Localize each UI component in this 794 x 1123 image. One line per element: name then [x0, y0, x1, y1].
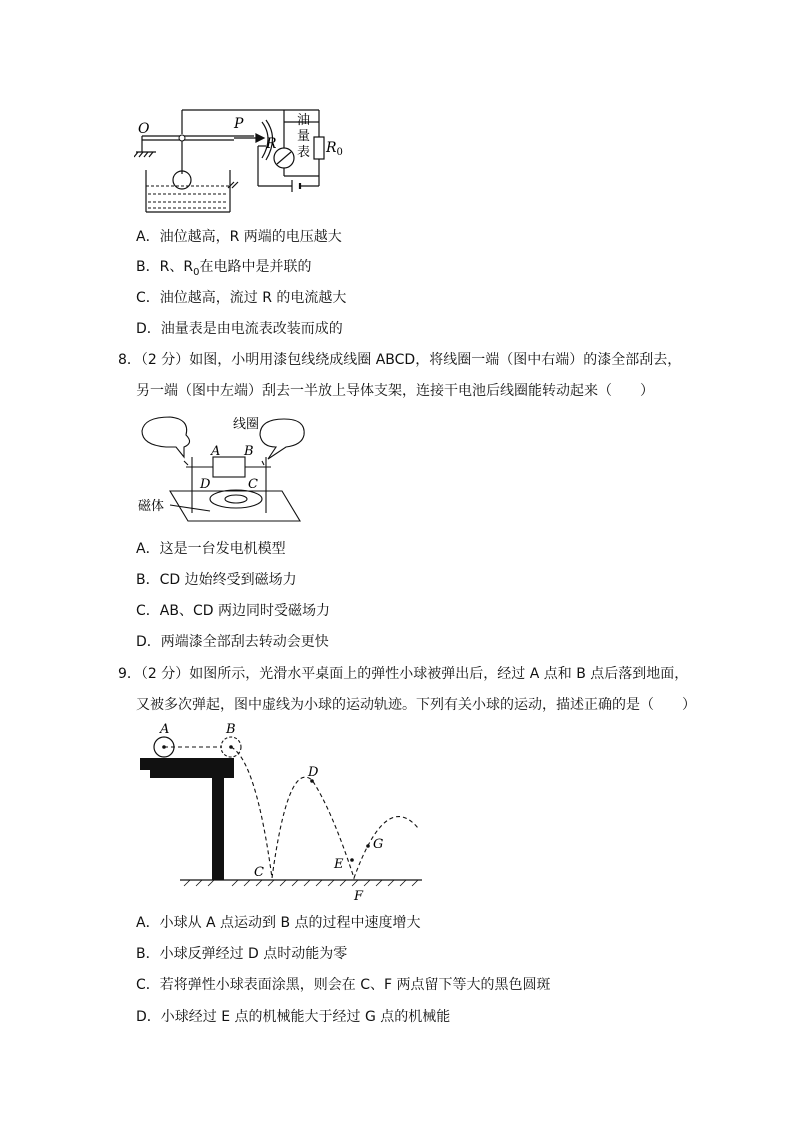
q8-left-bubble — [142, 417, 190, 457]
q8-option-b — [136, 571, 297, 589]
q9-label-E: E — [334, 857, 344, 872]
q8-label-A: A — [211, 444, 221, 459]
q8-option-a — [136, 540, 286, 558]
option-text: 小球从 A 点运动到 B 点的过程中速度增大 — [159, 915, 421, 931]
q9-option-a — [136, 914, 421, 932]
q9-label-F: F — [354, 889, 364, 904]
q7-option-d — [136, 320, 343, 338]
q9-option-d — [136, 1008, 450, 1026]
option-letter: C． — [136, 603, 160, 619]
q9-option-c — [136, 976, 551, 994]
option-letter: A． — [136, 915, 160, 931]
q7-circuit-lines — [134, 110, 324, 212]
q9-option-b — [136, 945, 347, 963]
option-letter: D． — [136, 1009, 161, 1025]
option-letter: B． — [136, 946, 160, 962]
q8-coil — [213, 457, 245, 477]
q8-right-bubble — [260, 419, 304, 459]
q7-meter-char-2: 量 — [297, 129, 311, 144]
q8-option-c — [136, 602, 330, 620]
q7-oil-gauge-figure — [134, 102, 354, 220]
q8-option-d — [136, 633, 329, 651]
q9-stem-line-2: 又被多次弹起，图中虚线为小球的运动轨迹。下列有关小球的运动，描述正确的是（ ） — [136, 697, 696, 713]
q7-label-R0-main: R — [326, 140, 337, 156]
option-letter: B． — [136, 572, 160, 588]
option-letter: A． — [136, 229, 160, 245]
q7-option-a — [136, 228, 342, 246]
q8-label-D: D — [200, 477, 211, 492]
q8-label-C: C — [248, 477, 258, 492]
option-letter: B． — [136, 259, 160, 275]
q8-label-magnet: 磁体 — [138, 499, 165, 514]
option-text-2: 在电路中是并联的 — [199, 259, 312, 275]
option-text: 小球经过 E 点的机械能大于经过 G 点的机械能 — [160, 1009, 451, 1025]
q9-label-D: D — [308, 765, 319, 780]
q7-label-R0-sub: 0 — [336, 147, 343, 158]
q7-oil-surface — [146, 186, 230, 208]
q9-table-top — [140, 758, 234, 770]
option-subscript: 0 — [193, 266, 200, 278]
q7-pivot-joint — [179, 135, 185, 141]
option-text: AB、CD 两边同时受磁场力 — [159, 603, 330, 619]
option-text: 油位越高，R 两端的电压越大 — [159, 229, 342, 245]
q9-ground-hatch — [184, 880, 418, 886]
option-letter: D． — [136, 634, 161, 650]
option-letter: A． — [136, 541, 160, 557]
option-letter: C． — [136, 290, 160, 306]
option-text: 油量表是由电流表改装而成的 — [160, 321, 343, 337]
q7-label-R: R — [266, 136, 277, 152]
q9-stem-line-1: 9．（2 分）如图所示，光滑水平桌面上的弹性小球被弹出后，经过 A 点和 B 点后落到地面， — [118, 666, 689, 682]
q9-bouncing-ball-figure — [136, 720, 426, 910]
q9-label-B: B — [226, 722, 236, 737]
q7-option-b — [136, 258, 311, 282]
option-letter: D． — [136, 321, 161, 337]
q8-magnet — [210, 490, 262, 508]
q7-meter-char-3: 表 — [297, 145, 311, 160]
q8-stem-line-1: 8．（2 分）如图，小明用漆包线绕成线圈 ABCD，将线圈一端（图中右端）的漆全部刮去， — [118, 352, 682, 368]
q7-option-c — [136, 289, 346, 307]
q8-label-coil: 线圈 — [233, 417, 260, 432]
q9-label-G: G — [373, 837, 384, 852]
option-text: 这是一台发电机模型 — [159, 541, 286, 557]
q9-label-C: C — [254, 865, 264, 880]
q7-meter-char-1: 油 — [297, 113, 311, 128]
q8-stem-line-2: 另一端（图中左端）刮去一半放上导体支架，连接干电池后线圈能转动起来（ ） — [136, 383, 654, 399]
option-text: 小球反弹经过 D 点时动能为零 — [159, 946, 348, 962]
q7-label-R0 — [325, 140, 343, 158]
q9-label-A: A — [160, 722, 170, 737]
q9-trajectory — [231, 747, 418, 878]
q8-label-B: B — [244, 444, 254, 459]
q8-motor-figure — [136, 413, 308, 525]
q7-label-O: O — [138, 121, 150, 137]
option-text: 若将弹性小球表面涂黑，则会在 C、F 两点留下等大的黑色圆斑 — [159, 977, 551, 993]
q9-table-leg — [212, 778, 224, 880]
option-text: CD 边始终受到磁场力 — [159, 572, 297, 588]
option-text: 两端漆全部刮去转动会更快 — [160, 634, 329, 650]
option-letter: C． — [136, 977, 160, 993]
option-text: R、R — [159, 259, 194, 275]
q7-label-P: P — [234, 116, 244, 132]
option-text: 油位越高，流过 R 的电流越大 — [159, 290, 347, 306]
